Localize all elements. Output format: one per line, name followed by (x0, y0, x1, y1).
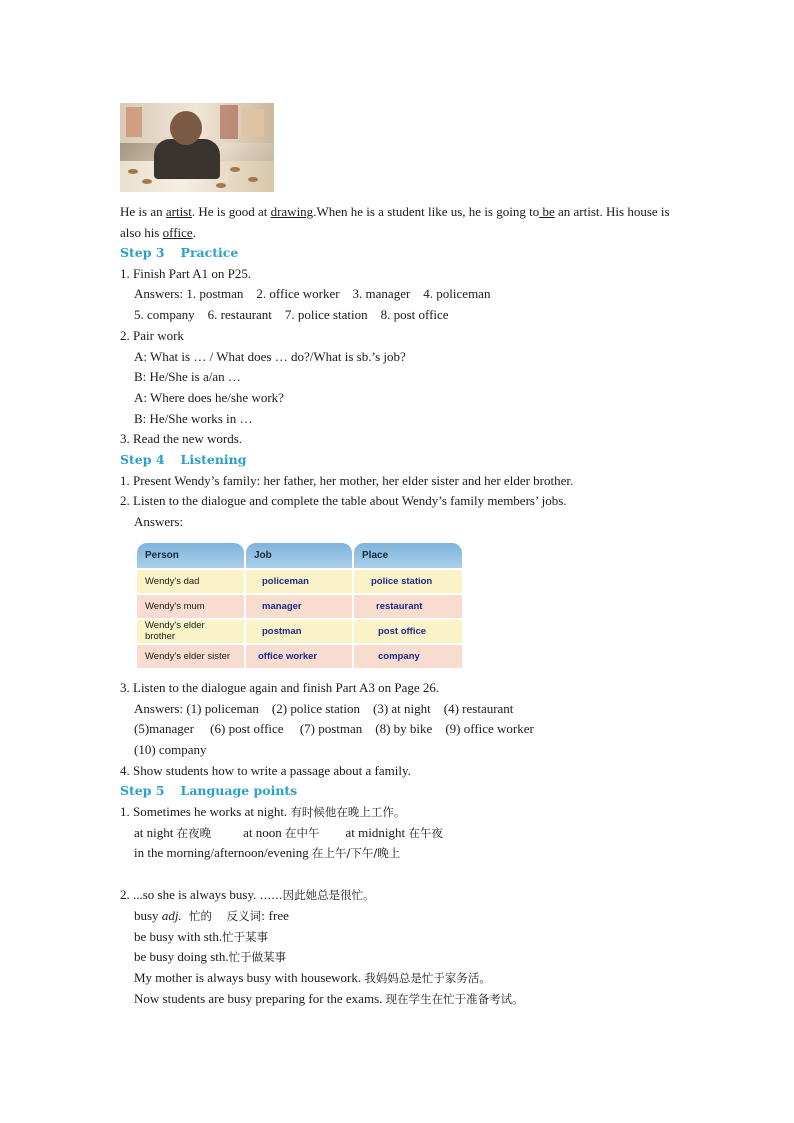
phrase-text: at night (134, 824, 177, 840)
phrase-text: Now students are busy preparing for the exams. (134, 990, 386, 1006)
column-header-person: Person (137, 543, 244, 568)
point-translation: ……因此她总是很忙。 (259, 888, 375, 903)
answers-label: Answers: (134, 514, 184, 530)
photo-artwork (126, 107, 142, 137)
phrase-translation: 忙于做某事 (228, 950, 287, 965)
step-number: Step 4 (120, 452, 165, 468)
table-cell-person: Wendy's dad (137, 570, 244, 593)
photo-leaf (142, 179, 152, 184)
step5-heading (120, 781, 680, 802)
table-cell-person: Wendy's elder brother (137, 620, 244, 643)
point-text: 1. Sometimes he works at night. (120, 804, 291, 820)
intro-paragraph (120, 201, 680, 243)
intro-keyword: artist (165, 204, 192, 219)
point-translation: 有时候他在晚上工作。 (290, 805, 406, 820)
photo-leaf (216, 183, 226, 188)
intro-text: . He is good at (191, 204, 271, 219)
dialogue-line: B: He/She is a/an … (134, 369, 241, 385)
step3-line: 2. Pair work (120, 327, 184, 343)
intro-text: .When he is a student like us, he is going to (313, 204, 540, 219)
table-row (137, 595, 462, 618)
phrase-translation: 我妈妈总是忙于家务活。 (364, 970, 491, 985)
phrase-translation: 在中午 (285, 825, 320, 840)
point-text: 2. ...so she is always busy. (120, 887, 260, 903)
table-cell-place: restaurant (354, 595, 462, 618)
photo-person-body (154, 139, 220, 179)
document-page (120, 103, 680, 1009)
time-phrases-line (120, 843, 680, 864)
example-sentence (120, 989, 680, 1010)
phrase-text: at noon (243, 824, 285, 840)
table-row (137, 645, 462, 668)
table-row (137, 570, 462, 593)
table-cell-job: manager (246, 595, 352, 618)
column-header-place: Place (354, 543, 462, 568)
phrase-translation: 在夜晚 (176, 825, 212, 840)
usage-line (120, 947, 680, 968)
step4-line: 3. Listen to the dialogue again and finish Part A3 on Page 26. (120, 679, 440, 695)
step-number: Step 5 (120, 783, 165, 799)
table-cell-job: office worker (246, 645, 352, 668)
step4-heading (120, 450, 680, 471)
intro-text: He is an (120, 204, 166, 219)
part-of-speech: adj. (161, 907, 182, 923)
dialogue-line: A: What is … / What does … do?/What is sb.’s job? (134, 348, 406, 364)
step3-answers-line: Answers: 1. postman 2. office worker 3. manager 4. policeman (134, 286, 491, 302)
step3-answers-line: 5. company 6. restaurant 7. police station 8. post office (134, 307, 449, 323)
table-header-row (137, 543, 462, 568)
phrase-translation: 在午夜 (408, 825, 443, 840)
table-row (137, 620, 462, 643)
step4-line: 4. Show students how to write a passage about a family. (120, 762, 411, 778)
table-cell-place: post office (354, 620, 462, 643)
busy-definition-line (120, 906, 680, 927)
step4-line: 1. Present Wendy’s family: her father, her mother, her elder sister and her elder brother. (120, 472, 574, 488)
intro-text: . (192, 225, 196, 240)
table-cell-place: police station (354, 570, 462, 593)
phrase-translation: 忙于某事 (222, 929, 269, 944)
antonym: free (268, 907, 289, 923)
usage-line (120, 927, 680, 948)
phrase-text: be busy with sth. (134, 928, 223, 944)
language-point-2 (120, 885, 680, 906)
artist-photo (120, 103, 274, 192)
step3-heading (120, 243, 680, 264)
phrase-translation: 现在学生在忙于准备考试。 (385, 991, 524, 1006)
photo-artwork (220, 105, 238, 139)
dialogue-line: B: He/She works in … (134, 410, 253, 426)
step-name: Practice (180, 245, 239, 260)
step3-line: 1. Finish Part A1 on P25. (120, 265, 252, 281)
photo-leaf (128, 169, 138, 174)
step-name: Language points (180, 783, 298, 799)
table-cell-person: Wendy's mum (137, 595, 244, 618)
phrase-translation: 忙的 反义词: (181, 908, 269, 923)
phrase-text: busy (134, 907, 162, 923)
example-sentence (120, 968, 680, 989)
phrase-text: be busy doing sth. (134, 949, 229, 965)
step4-line: 2. Listen to the dialogue and complete the table about Wendy’s family members’ jobs. (120, 493, 567, 509)
table-cell-person: Wendy's elder sister (137, 645, 244, 668)
step-number: Step 3 (120, 245, 165, 260)
table-cell-place: company (354, 645, 462, 668)
dialogue-line: A: Where does he/she work? (134, 389, 284, 405)
photo-person-head (170, 111, 202, 145)
step3-line: 3. Read the new words. (120, 431, 243, 447)
phrase-translation: 在上午/下午/晚上 (311, 846, 401, 861)
family-jobs-table (135, 541, 464, 670)
step4-answers-line: Answers: (1) policeman (2) police station (3) at night (4) restaurant (134, 700, 514, 716)
step-name: Listening (180, 452, 247, 468)
language-point-1 (120, 802, 680, 823)
step4-answers-line: (5)manager (6) post office (7) postman (8) by bike (9) office worker (134, 721, 534, 737)
intro-keyword: be (539, 204, 555, 219)
table-cell-job: policeman (246, 570, 352, 593)
intro-keyword: office (162, 225, 193, 240)
time-phrases-line (120, 823, 680, 844)
intro-text: an artist. His house is also his (120, 204, 670, 240)
phrase-text: at midnight (345, 824, 409, 840)
phrase-text: My mother is always busy with housework. (134, 969, 365, 985)
table-cell-job: postman (246, 620, 352, 643)
column-header-job: Job (246, 543, 352, 568)
photo-leaf (230, 167, 240, 172)
intro-keyword: drawing (270, 204, 314, 219)
photo-leaf (248, 177, 258, 182)
phrase-text: in the morning/afternoon/evening (134, 845, 312, 861)
photo-artwork (242, 109, 264, 137)
step4-answers-line: (10) company (134, 741, 207, 757)
